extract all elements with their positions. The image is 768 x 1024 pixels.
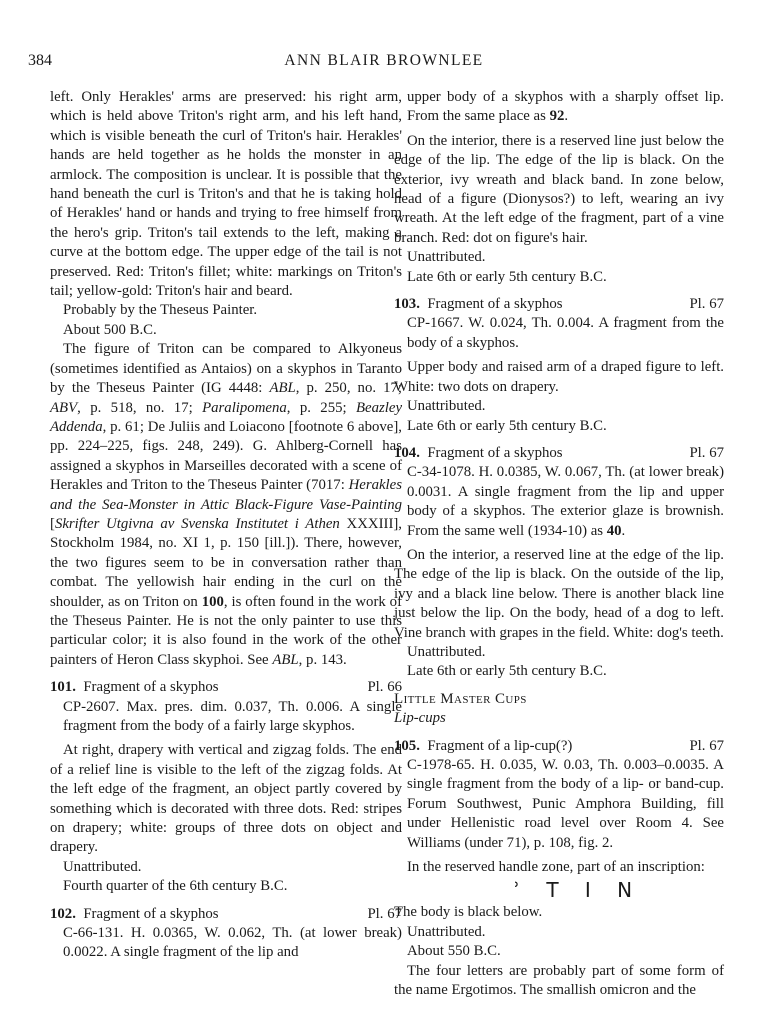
catalogue-entry-103-heading: 103. Fragment of a skyphos Pl. 67 — [394, 295, 724, 314]
entry-date: About 550 B.C. — [407, 943, 501, 960]
attribution: Probably by the Theseus Painter. — [63, 302, 258, 319]
entry-body: On the interior, a reserved line at the edge of the lip. The edge of the lip is black. On the outside of the lip, ivy and a black line below. There is another black line just below the lip. On the body, head of a dog to left. Vine branch with grapes in the field. White: dog's teeth. — [394, 546, 724, 641]
plate-reference: Pl. 67 — [689, 296, 724, 313]
plate-reference: Pl. 67 — [689, 737, 724, 754]
entry-date: Fourth quarter of the 6th century B.C. — [63, 878, 288, 895]
entry-body: In the reserved handle zone, part of an inscription: — [407, 859, 705, 876]
entry-description: C-1978-65. H. 0.035, W. 0.03, Th. 0.003–0.0035. A single fragment from the body of a lip- or band-cup. Forum Southwest, Punic Amphora Building, fill under Hellenistic road level over Room 4. See Williams (under 71), p. 108, fig. 2. — [407, 757, 724, 851]
entry-body-continued: The body is black below. — [394, 904, 543, 921]
entry-description-continued: upper body of a skyphos with a sharply offset lip. From the same place as 92. — [407, 89, 724, 125]
left-column — [50, 88, 402, 963]
paragraph: left. Only Herakles' arms are preserved: his right arm, which is held above Triton's right arm, and his left hand, which is visible beneath the curl of Triton's hair. Herakles' hands are held together as he holds the monster in an armlock. The composition is unclear. It is possible that the hand beneath the curl is Triton's and that he is taking hold of Herakles' hand or hands and trying to free himself from the hero's grip. Triton's tail extends to the left, making a curve at the bottom edge. The upper edge of the tail is not preserved. Red: Triton's fillet; white: markings on Triton's tail; yellow-gold: Triton's hair and beard. — [50, 89, 402, 300]
entry-attribution: Unattributed. — [407, 249, 486, 266]
catalogue-entry-102-heading: 102. Fragment of a skyphos Pl. 67 — [50, 905, 402, 924]
entry-description: CP-2607. Max. pres. dim. 0.037, Th. 0.006. A single fragment from the body of a fairly large skyphos. — [63, 698, 402, 734]
commentary-paragraph: The four letters are probably part of some form of the name Ergotimos. The smallish omicron and the — [394, 962, 724, 999]
plate-reference: Pl. 67 — [367, 905, 402, 922]
plate-reference: Pl. 66 — [367, 679, 402, 696]
section-heading: Little Master Cups — [394, 690, 527, 707]
entry-body: Upper body and raised arm of a draped figure to left. White: two dots on drapery. — [394, 359, 724, 395]
right-column — [394, 88, 724, 1000]
section-subheading: Lip-cups — [394, 710, 446, 727]
entry-body: At right, drapery with vertical and zigzag folds. The end of a relief line is visible to the left of the zigzag folds. At the left edge of the fragment, an object partly covered by something which is decorated with three dots. Red: stripes on drapery; white: groups of three dots on object and drapery. — [50, 742, 402, 856]
inscription-glyphs: ʾ Τ Ι Ν — [513, 878, 643, 903]
catalogue-entry-105-heading: 105. Fragment of a lip-cup(?) Pl. 67 — [394, 737, 724, 756]
date-line: About 500 B.C. — [63, 321, 157, 338]
entry-attribution: Unattributed. — [407, 643, 486, 660]
catalogue-entry-101-heading: 101. Fragment of a skyphos Pl. 66 — [50, 678, 402, 697]
running-title: ANN BLAIR BROWNLEE — [284, 52, 484, 69]
running-head — [28, 52, 740, 74]
entry-body: On the interior, there is a reserved line just below the edge of the lip. The edge of the lip is black. On the exterior, ivy wreath and black band. In zone below, head of a figure (Dionysos?) to left, wearing an ivy wreath. At the left edge of the fragment, part of a vine branch. Red: dot on figure's hair. — [394, 132, 724, 246]
entry-attribution: Unattributed. — [407, 398, 486, 415]
entry-description: C-66-131. H. 0.0365, W. 0.062, Th. (at lower break) 0.0022. A single fragment of the lip and — [63, 925, 402, 961]
entry-date: Late 6th or early 5th century B.C. — [407, 268, 607, 285]
entry-description: CP-1667. W. 0.024, Th. 0.004. A fragment from the body of a skyphos. — [407, 315, 724, 351]
catalogue-entry-104-heading: 104. Fragment of a skyphos Pl. 67 — [394, 444, 724, 463]
entry-description: C-34-1078. H. 0.0385, W. 0.067, Th. (at lower break) 0.0031. A single fragment from the lip and upper body of a skyphos. The exterior glaze is brownish. From the same well (1934-10) as 40. — [407, 464, 724, 539]
entry-date: Late 6th or early 5th century B.C. — [407, 417, 607, 434]
plate-reference: Pl. 67 — [689, 444, 724, 461]
page-number: 384 — [28, 52, 52, 69]
entry-date: Late 6th or early 5th century B.C. — [407, 663, 607, 680]
entry-attribution: Unattributed. — [407, 923, 486, 940]
commentary-paragraph: The figure of Triton can be compared to Alkyoneus (sometimes identified as Antaios) on a skyphos in Taranto by the Theseus Painter (IG 4448: ABL, p. 250, no. 17; ABV, p. 518, no. 17; Paralipomena, p. 255; Beazley Addenda, p. 61; De Juliis and Loiacono [footnote 6 above], pp. 224–225, figs. 248, 249). G. Ahlberg-Cornell has assigned a skyphos in Marseilles decorated with a scene of Herakles and Triton to the Theseus Painter (7017: Herakles and the Sea-Monster in Attic Black-Figure Vase-Painting [Skrifter Utgivna av Svenska Institutet i Athen XXXIII], Stockholm 1984, no. XI 1, p. 150 [ill.]). There, however, the two figures seem to be in conversation rather than combat. The yellowish hair ending in the curl on the shoulder, as on Triton on 100, is often found in the work of the Theseus Painter. He is not the only painter to use this particular color; it is also found in the work of the other painters of Heron Class skyphoi. See ABL, p. 143. — [50, 341, 403, 668]
entry-attribution: Unattributed. — [63, 858, 142, 875]
